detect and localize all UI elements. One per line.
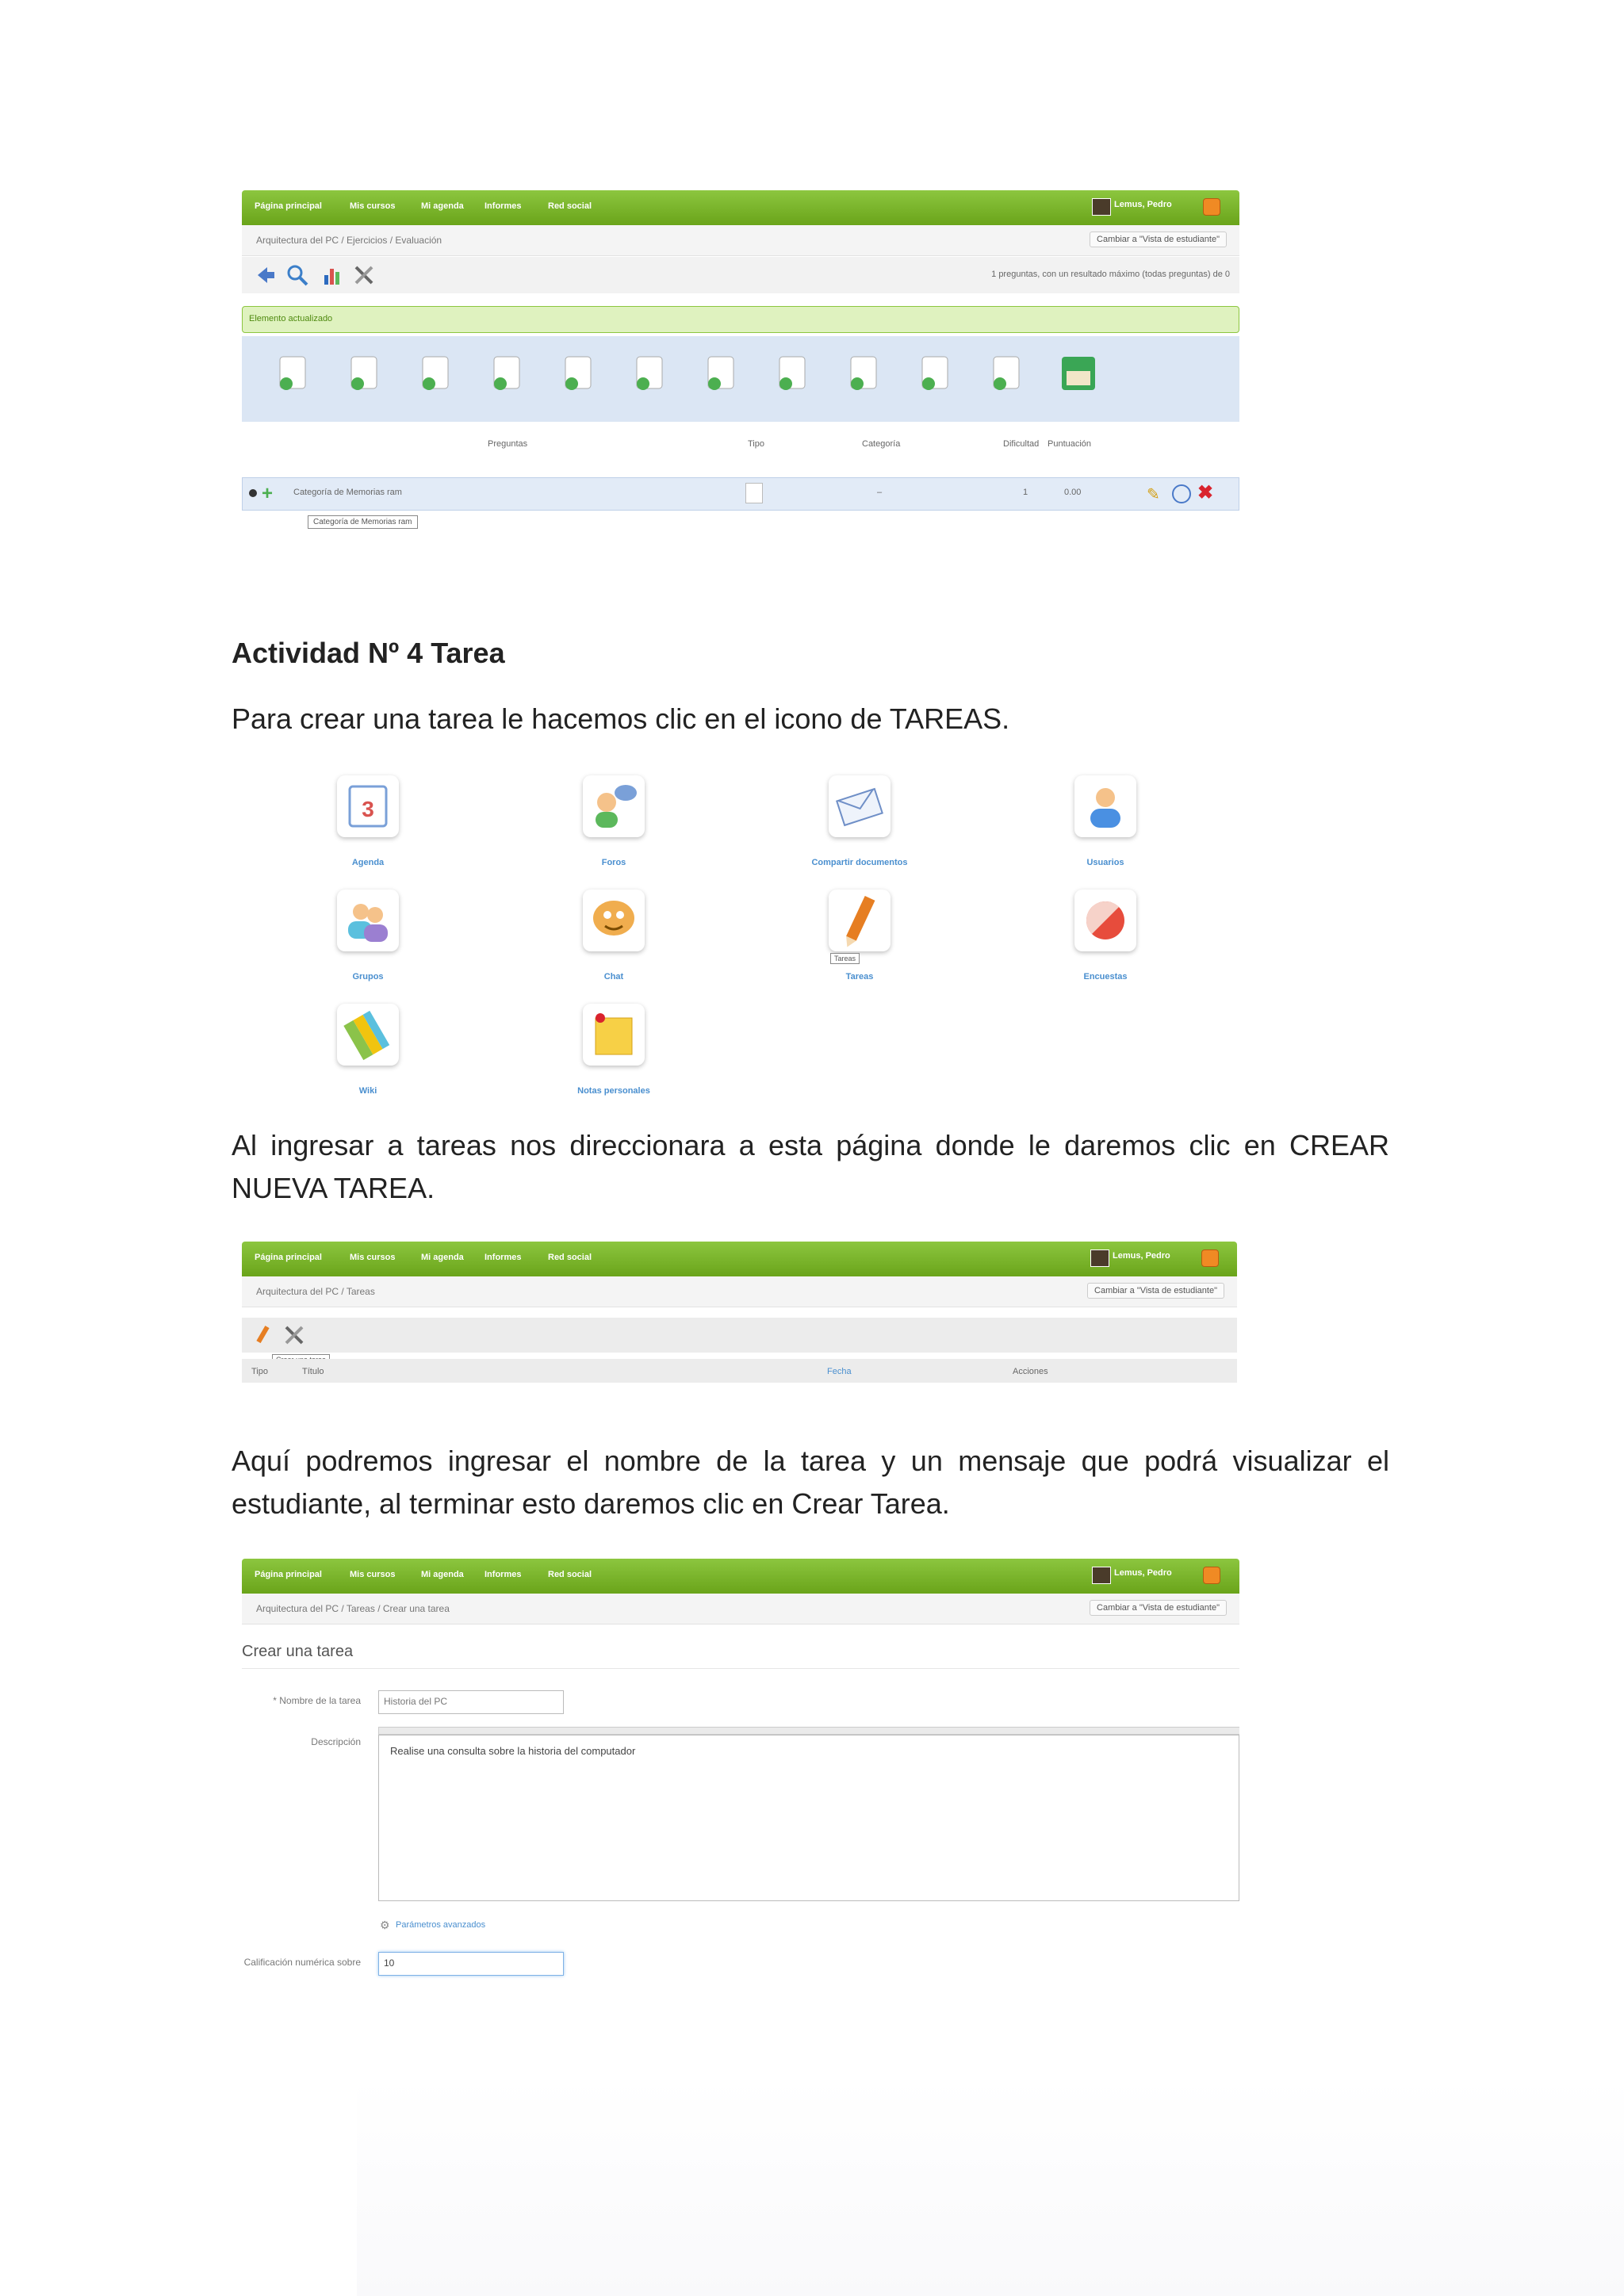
task-name-label: * Nombre de la tarea — [273, 1695, 361, 1706]
tasks-table-header — [242, 1359, 1237, 1383]
add-icon[interactable]: + — [262, 483, 274, 504]
paragraph-3: Aquí podremos ingresar el nombre de la tarea y un mensaje que podrá visualizar el estudiante, al terminar esto daremos clic en Crear Tarea. — [232, 1445, 1389, 1520]
user-menu[interactable]: Lemus, Pedro — [1113, 1251, 1170, 1261]
nav-my-agenda[interactable]: Mi agenda — [421, 1570, 464, 1579]
user-icon[interactable] — [1074, 775, 1136, 837]
page-bottom-shade — [357, 2077, 1624, 2296]
course-tools-grid — [242, 767, 1134, 1100]
question-type-icon[interactable] — [415, 352, 458, 395]
nav-my-agenda[interactable]: Mi agenda — [421, 201, 464, 211]
nav-reports[interactable]: Informes — [485, 1570, 522, 1579]
advanced-settings-icon[interactable]: ⚙ — [380, 1919, 390, 1931]
col-type: Tipo — [748, 439, 764, 449]
tool-forums[interactable] — [488, 775, 726, 878]
forum-icon[interactable] — [583, 775, 645, 837]
question-type-icon[interactable] — [629, 352, 672, 395]
col-score: Puntuación — [1048, 439, 1092, 449]
col-category: Categoría — [862, 439, 901, 449]
tool-label[interactable]: Wiki — [358, 1086, 377, 1096]
notice-bar — [242, 306, 1239, 333]
score-label: Calificación numérica sobre — [243, 1957, 361, 1968]
advanced-settings-link[interactable]: Parámetros avanzados — [396, 1920, 486, 1930]
student-view-button[interactable]: Cambiar a "Vista de estudiante" — [1090, 1600, 1227, 1616]
user-menu[interactable]: Lemus, Pedro — [1114, 200, 1172, 209]
description-label: Descripción — [311, 1736, 361, 1747]
envelope-icon[interactable] — [829, 775, 891, 837]
nav-my-courses[interactable]: Mis cursos — [350, 201, 396, 211]
tool-label[interactable]: Tareas — [845, 972, 874, 982]
col-questions: Preguntas — [488, 439, 528, 449]
avatar — [1092, 1567, 1111, 1584]
row-tooltip — [308, 515, 418, 529]
question-pool-icon[interactable] — [1057, 352, 1100, 395]
col-date[interactable]: Fecha — [827, 1367, 852, 1376]
tool-label[interactable]: Agenda — [351, 858, 385, 867]
description-textarea[interactable]: Realise una consulta sobre la historia del computador — [378, 1735, 1239, 1901]
tasks-screenshot — [242, 1242, 1237, 1392]
question-type-icon[interactable] — [700, 352, 743, 395]
exercise-screenshot — [242, 190, 1239, 515]
create-task-icon[interactable] — [251, 1324, 274, 1346]
question-type-icon[interactable] — [557, 352, 600, 395]
tool-label[interactable]: Chat — [603, 972, 624, 982]
tool-personal-notes[interactable] — [488, 1004, 726, 1107]
question-type-icon[interactable] — [343, 352, 386, 395]
svg-text:3: 3 — [362, 797, 374, 821]
student-view-button[interactable]: Cambiar a "Vista de estudiante" — [1090, 232, 1227, 247]
logout-icon[interactable] — [1203, 198, 1220, 216]
questions-header — [242, 436, 1239, 455]
delete-icon[interactable]: ✖ — [1197, 482, 1214, 503]
tool-surveys[interactable] — [979, 890, 1217, 993]
tool-tasks[interactable] — [733, 890, 971, 993]
editor-toolbar — [378, 1727, 1239, 1735]
nav-social[interactable]: Red social — [548, 201, 592, 211]
question-title[interactable]: Categoría de Memorias ram — [293, 488, 402, 497]
edit-icon[interactable]: ✎ — [1147, 486, 1160, 503]
chat-icon[interactable] — [583, 890, 645, 951]
top-nav-bar — [242, 190, 1239, 225]
form-title: Crear una tarea — [242, 1643, 354, 1660]
preview-icon[interactable] — [286, 264, 308, 286]
nav-social[interactable]: Red social — [548, 1253, 592, 1262]
exercise-toolbar — [242, 257, 1239, 293]
calendar-icon[interactable] — [337, 775, 399, 837]
tasks-toolbar — [242, 1318, 1237, 1353]
nav-my-agenda[interactable]: Mi agenda — [421, 1253, 464, 1262]
tool-tooltip — [830, 953, 860, 964]
question-type-icon[interactable] — [486, 352, 529, 395]
question-type-icon[interactable] — [772, 352, 814, 395]
tool-label[interactable]: Encuestas — [1083, 972, 1128, 982]
top-nav-bar — [242, 1242, 1237, 1276]
user-menu[interactable]: Lemus, Pedro — [1114, 1568, 1172, 1578]
logout-icon[interactable] — [1201, 1249, 1219, 1267]
settings-icon[interactable] — [353, 264, 375, 286]
breadcrumb[interactable]: Arquitectura del PC / Tareas — [256, 1286, 375, 1297]
wiki-icon[interactable] — [337, 1004, 399, 1066]
nav-social[interactable]: Red social — [548, 1570, 592, 1579]
expand-icon[interactable] — [249, 489, 257, 497]
row-tooltip-text: Categoría de Memorias ram — [313, 518, 412, 526]
question-types-bar — [242, 336, 1239, 422]
nav-home[interactable]: Página principal — [255, 201, 322, 211]
pencil-icon[interactable] — [829, 890, 891, 951]
tool-tooltip-text: Tareas — [834, 955, 856, 962]
breadcrumb-bar — [242, 1594, 1239, 1624]
back-icon[interactable] — [255, 264, 277, 286]
logout-icon[interactable] — [1203, 1567, 1220, 1584]
nav-reports[interactable]: Informes — [485, 1253, 522, 1262]
results-icon[interactable] — [321, 264, 343, 286]
survey-icon[interactable] — [1074, 890, 1136, 951]
question-category: – — [877, 488, 883, 497]
tool-users[interactable] — [979, 775, 1217, 878]
breadcrumb-bar — [242, 1276, 1237, 1307]
tool-groups[interactable] — [242, 890, 480, 993]
avatar — [1092, 198, 1111, 216]
question-type-icon[interactable] — [843, 352, 886, 395]
tool-share-documents[interactable] — [733, 775, 971, 878]
question-type-icon[interactable] — [272, 352, 315, 395]
task-name-input[interactable]: Historia del PC — [378, 1690, 564, 1714]
settings-icon[interactable] — [283, 1324, 305, 1346]
table-row[interactable] — [242, 477, 1239, 511]
nav-my-courses[interactable]: Mis cursos — [350, 1253, 396, 1262]
tool-wiki[interactable] — [242, 1004, 480, 1107]
tool-label[interactable]: Notas personales — [577, 1086, 650, 1096]
nav-home[interactable]: Página principal — [255, 1570, 322, 1579]
col-difficulty: Dificultad — [1003, 439, 1040, 449]
page-heading: Actividad Nº 4 Tarea — [232, 637, 505, 669]
question-score: 0.00 — [1064, 488, 1082, 497]
top-nav-bar — [242, 1559, 1239, 1594]
exercise-summary: 1 preguntas, con un resultado máximo (todas preguntas) de 0 — [991, 270, 1230, 279]
paragraph-1: Para crear una tarea le hacemos clic en el icono de TAREAS. — [232, 702, 1010, 735]
col-title[interactable]: Título — [302, 1367, 324, 1376]
info-icon[interactable] — [1172, 484, 1191, 503]
nav-home[interactable]: Página principal — [255, 1253, 322, 1262]
notice-text: Elemento actualizado — [249, 314, 333, 323]
breadcrumb-bar — [242, 225, 1239, 256]
form-divider — [242, 1668, 1239, 1669]
breadcrumb[interactable]: Arquitectura del PC / Ejercicios / Evaluación — [256, 235, 442, 246]
tool-chat[interactable] — [488, 890, 726, 993]
paragraph-2: Al ingresar a tareas nos direccionara a esta página donde le daremos clic en CREAR NUEVA TAREA. — [232, 1129, 1389, 1204]
tool-label[interactable]: Usuarios — [1086, 858, 1124, 867]
tool-label[interactable]: Grupos — [352, 972, 384, 982]
nav-my-courses[interactable]: Mis cursos — [350, 1570, 396, 1579]
question-type-icon[interactable] — [986, 352, 1028, 395]
tool-agenda[interactable] — [242, 775, 480, 878]
create-task-screenshot — [242, 1559, 1239, 1987]
col-type[interactable]: Tipo — [251, 1367, 268, 1376]
avatar — [1090, 1249, 1109, 1267]
breadcrumb[interactable]: Arquitectura del PC / Tareas / Crear una tarea — [256, 1603, 450, 1614]
student-view-button[interactable]: Cambiar a "Vista de estudiante" — [1087, 1283, 1224, 1299]
question-type-icon[interactable] — [914, 352, 957, 395]
note-icon[interactable] — [583, 1004, 645, 1066]
group-icon[interactable] — [337, 890, 399, 951]
nav-reports[interactable]: Informes — [485, 201, 522, 211]
tool-label[interactable]: Compartir documentos — [811, 858, 908, 867]
col-actions: Acciones — [1013, 1367, 1048, 1376]
score-input[interactable]: 10 — [378, 1952, 564, 1976]
question-difficulty: 1 — [1023, 488, 1028, 497]
tool-label[interactable]: Foros — [601, 858, 626, 867]
type-icon — [745, 483, 763, 503]
